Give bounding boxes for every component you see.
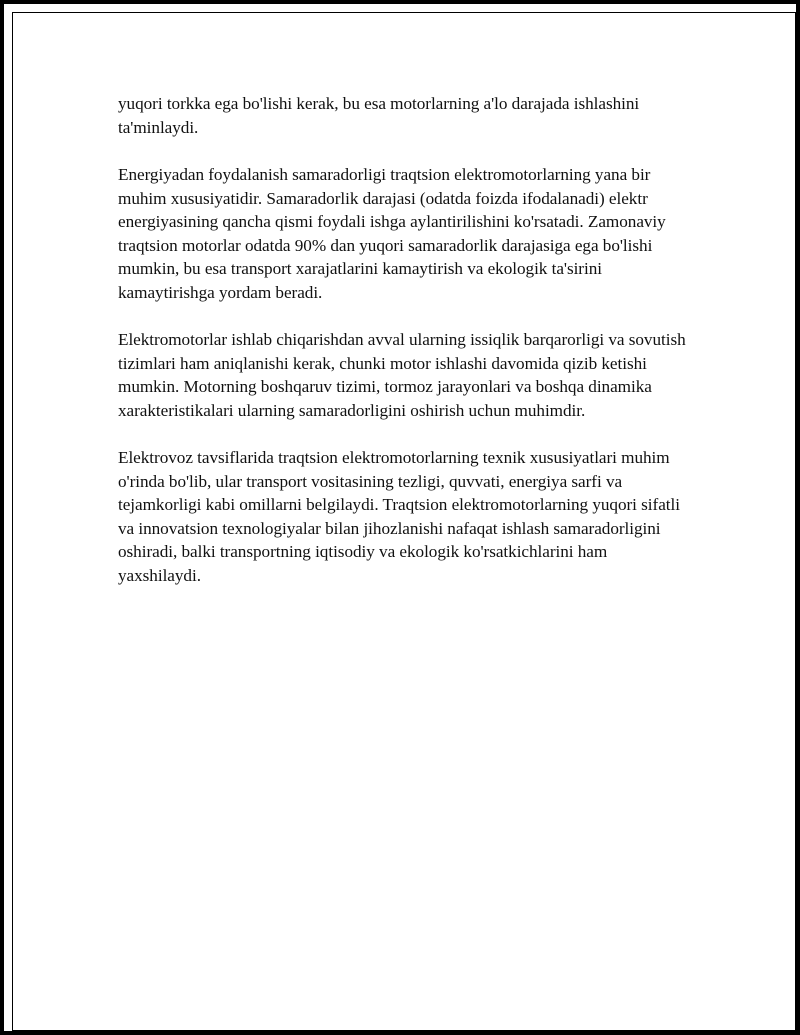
document-body bbox=[118, 92, 690, 611]
paragraph-2: Energiyadan foydalanish samaradorligi traqtsion elektromotorlarning yana bir muhim xususiyatidir. Samaradorlik darajasi (odatda foizda ifodalanadi) elektr energiyasining qancha qismi foydali ishga aylantirilishini ko'rsatadi. Zamonaviy traqtsion motorlar odatda 90% dan yuqori samaradorlik darajasiga ega bo'lishi mumkin, bu esa transport xarajatlarini kamaytirish va ekologik ta'sirini kamaytirishga yordam beradi. bbox=[118, 165, 666, 302]
paragraph-1: yuqori torkka ega bo'lishi kerak, bu esa motorlarning a'lo darajada ishlashini ta'minlaydi. bbox=[118, 94, 640, 137]
paragraph-4: Elektrovoz tavsiflarida traqtsion elektromotorlarning texnik xususiyatlari muhim o'rinda bo'lib, ular transport vositasining tezligi, quvvati, energiya sarfi va tejamkorligi kabi omillarni belgilaydi. Traqtsion elektromotorlarning yuqori sifatli va innovatsion texnologiyalar bilan jihozlanishi nafaqat ishlash samaradorligini oshiradi, balki transportning iqtisodiy va ekologik ko'rsatkichlarini ham yaxshilaydi. bbox=[118, 448, 680, 585]
paragraph-3: Elektromotorlar ishlab chiqarishdan avval ularning issiqlik barqarorligi va sovutish tizimlari ham aniqlanishi kerak, chunki motor ishlashi davomida qizib ketishi mumkin. Motorning boshqaruv tizimi, tormoz jarayonlari va boshqa dinamika xarakteristikalari ularning samaradorligini oshirish uchun muhimdir. bbox=[118, 330, 686, 420]
